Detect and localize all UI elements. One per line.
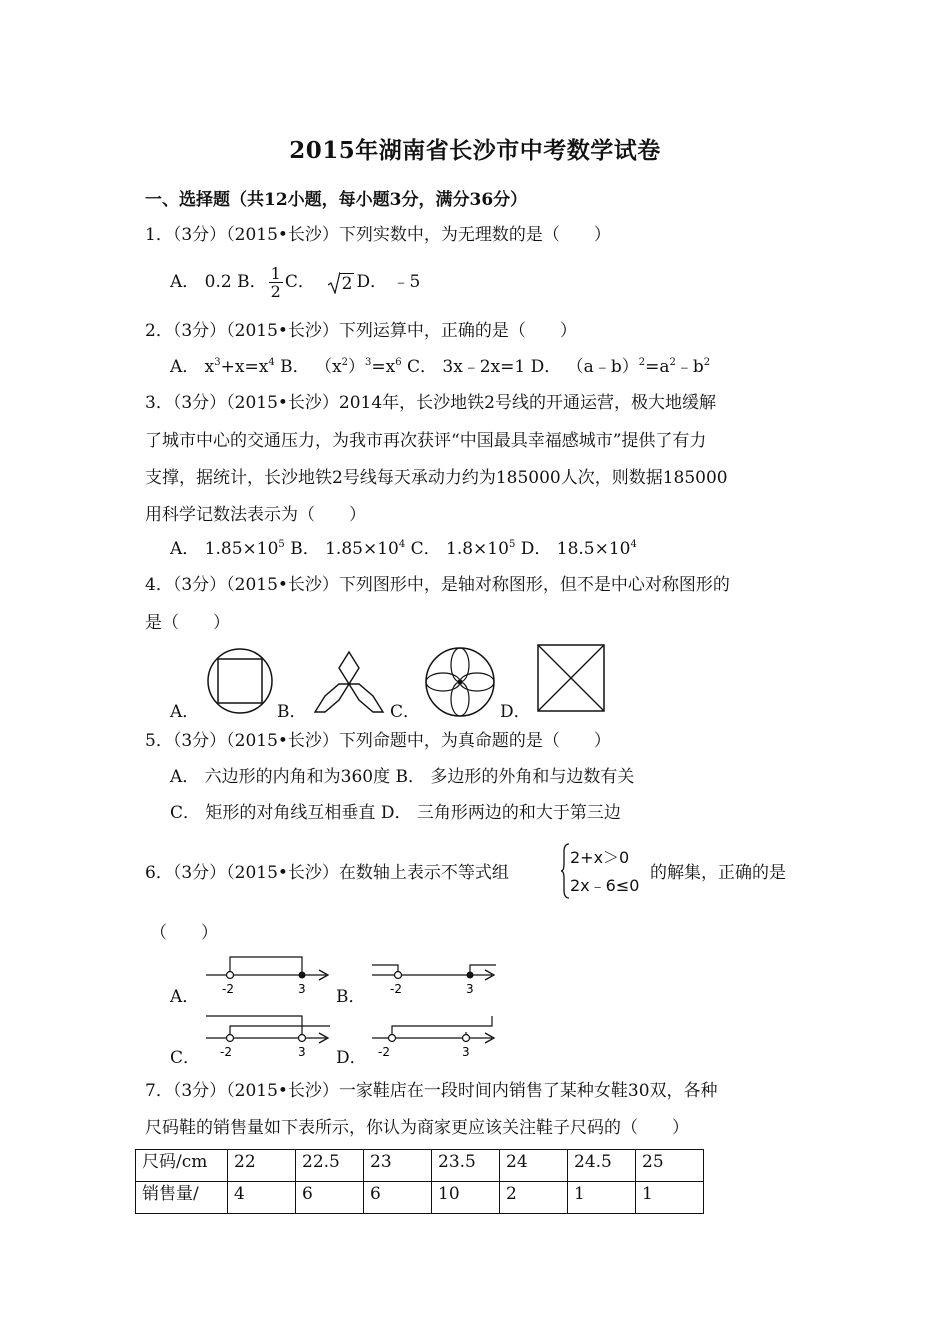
fraction: $\frac{1}{2}$ xyxy=(270,264,281,301)
number-line-b xyxy=(366,953,502,999)
table-cell: 2 xyxy=(500,1182,568,1214)
tick-label: 3 xyxy=(298,982,306,996)
tick-label: 3 xyxy=(466,982,474,996)
q3-options: A． $1.85\times 10^5$ B． $1.85\times 10^4$ C． $1.8\times 10^5$ D． $18.5\times 10^4$ xyxy=(170,539,637,559)
section-heading: 一、选择题（共12小题，每小题3分，满分36分） xyxy=(145,190,528,210)
q6-label-a: A． xyxy=(170,987,200,1007)
shoe-size-sales-table xyxy=(135,1149,704,1214)
q1-stem: 1．（3分）（2015•长沙）下列实数中，为无理数的是（ ） xyxy=(145,225,611,245)
table-row xyxy=(136,1182,704,1214)
inequality-1: 2+x＞0 xyxy=(570,848,630,867)
q1-option-c: C． 2 xyxy=(284,272,353,294)
q6-label-c: C． xyxy=(170,1048,201,1068)
q6-label-d: D． xyxy=(336,1048,367,1068)
table-cell: 10 xyxy=(432,1182,500,1214)
q1-option-a: A． 0.2 xyxy=(170,272,232,292)
q1-options xyxy=(170,262,420,302)
q5-stem: 5．（3分）（2015•长沙）下列命题中，为真命题的是（ ） xyxy=(145,731,611,751)
q1-option-d: D． ﹣5 xyxy=(356,272,421,292)
q5-options-row-2: C． 矩形的对角线互相垂直 D． 三角形两边的和大于第三边 xyxy=(170,803,621,823)
table-cell: 24 xyxy=(500,1150,568,1182)
table-cell: 6 xyxy=(364,1182,432,1214)
q2-stem: 2．（3分）（2015•长沙）下列运算中，正确的是（ ） xyxy=(145,321,577,341)
q3-line-1: 3．（3分）（2015•长沙）2014年，长沙地铁2号线的开通运营，极大地缓解 xyxy=(145,393,717,413)
q4-line-2: 是（ ） xyxy=(145,613,230,633)
q7-line-2: 尺码鞋的销售量如下表所示，你认为商家更应该关注鞋子尺码的（ ） xyxy=(145,1118,689,1138)
q1-option-b: B． $\frac{1}{2}$ xyxy=(237,264,281,301)
q3-line-3: 支撑，据统计，长沙地铁2号线每天承动力约为185000人次，则数据185000 xyxy=(145,468,728,488)
left-brace-icon xyxy=(560,842,570,900)
table-row xyxy=(136,1150,704,1182)
table-cell: 1 xyxy=(636,1182,704,1214)
inequality-2: 2x﹣6≤0 xyxy=(570,876,640,895)
q4-label-b: B． xyxy=(277,702,307,722)
q4-label-a: A． xyxy=(170,702,200,722)
table-cell: 6 xyxy=(296,1182,364,1214)
q7-line-1: 7．（3分）（2015•长沙）一家鞋店在一段时间内销售了某种女鞋30双，各种 xyxy=(145,1081,718,1101)
q6-stem-left: 6．（3分）（2015•长沙）在数轴上表示不等式组 xyxy=(145,863,509,883)
table-cell: 23.5 xyxy=(432,1150,500,1182)
q4-line-1: 4．（3分）（2015•长沙）下列图形中，是轴对称图形，但不是中心对称图形的 xyxy=(145,575,730,595)
table-cell: 4 xyxy=(228,1182,296,1214)
number-line-c xyxy=(200,1012,336,1060)
table-cell: 23 xyxy=(364,1150,432,1182)
four-petal-circle-figure xyxy=(422,645,498,719)
tick-label: -2 xyxy=(222,982,234,996)
page-title: 2015年湖南省长沙市中考数学试卷 xyxy=(289,137,661,164)
number-line-a xyxy=(200,953,336,999)
table-cell: 22.5 xyxy=(296,1150,364,1182)
table-cell: 24.5 xyxy=(568,1150,636,1182)
q4-label-d: D． xyxy=(500,702,531,722)
circle-with-square-figure xyxy=(203,645,277,717)
tick-label: 3 xyxy=(298,1045,306,1059)
table-header-cell: 销售量/ xyxy=(136,1182,228,1214)
number-line-d xyxy=(366,1012,502,1060)
table-cell: 1 xyxy=(568,1182,636,1214)
tick-label: -2 xyxy=(378,1045,390,1059)
square-with-diagonals-figure xyxy=(536,643,606,713)
table-cell: 25 xyxy=(636,1150,704,1182)
three-diamond-figure xyxy=(312,650,386,714)
table-header-cell: 尺码/cm xyxy=(136,1150,228,1182)
q5-options-row-1: A． 六边形的内角和为360度 B． 多边形的外角和与边数有关 xyxy=(170,767,635,787)
square-root: 2 xyxy=(328,272,355,294)
q3-line-4: 用科学记数法表示为（ ） xyxy=(145,505,366,525)
q4-label-c: C． xyxy=(390,702,421,722)
tick-label: 3 xyxy=(462,1045,470,1059)
q6-answer-paren: （ ） xyxy=(150,923,218,943)
q3-line-2: 了城市中心的交通压力，为我市再次获评“中国最具幸福感城市”提供了有力 xyxy=(145,431,707,451)
q6-label-b: B． xyxy=(336,987,366,1007)
q6-stem-right: 的解集，正确的是 xyxy=(650,863,786,883)
tick-label: -2 xyxy=(390,982,402,996)
inequality-system xyxy=(560,842,655,900)
q2-options: A． $x^3+x=x^4$ B． $(x^2)^3=x^6$ C． 3x﹣2x=1 D． $(a﹣b)^2=a^2﹣b^2$ xyxy=(170,357,711,377)
table-cell: 22 xyxy=(228,1150,296,1182)
tick-label: -2 xyxy=(220,1045,232,1059)
